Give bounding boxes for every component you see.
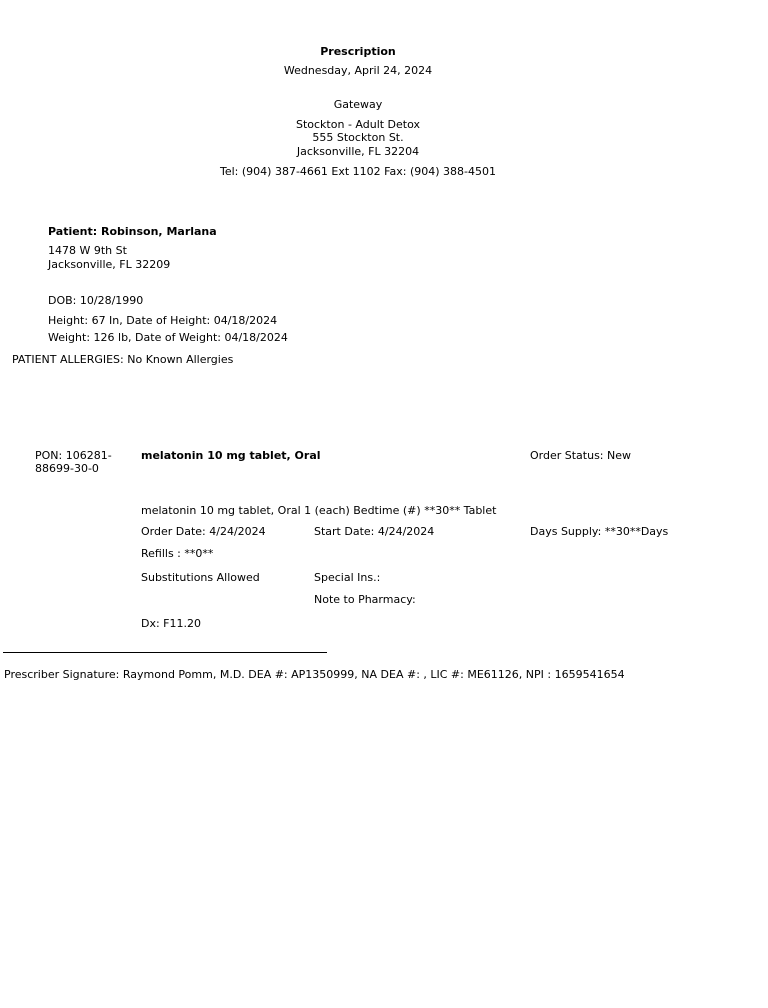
order-drug-name: melatonin 10 mg tablet, Oral bbox=[141, 449, 321, 462]
patient-city: Jacksonville, FL 32209 bbox=[48, 258, 171, 271]
patient-weight: Weight: 126 lb, Date of Weight: 04/18/2024 bbox=[48, 331, 288, 344]
order-substitutions: Substitutions Allowed bbox=[141, 571, 260, 584]
order-date: Order Date: 4/24/2024 bbox=[141, 525, 266, 538]
patient-allergies: PATIENT ALLERGIES: No Known Allergies bbox=[12, 353, 234, 366]
order-pon-line1: PON: 106281- bbox=[35, 449, 112, 462]
organization-name: Gateway bbox=[333, 98, 383, 111]
patient-dob: DOB: 10/28/1990 bbox=[48, 294, 144, 307]
order-refills: Refills : **0** bbox=[141, 547, 214, 560]
document-title: Prescription bbox=[320, 45, 396, 58]
order-special-instructions: Special Ins.: bbox=[314, 571, 381, 584]
order-pon-line2: 88699-30-0 bbox=[35, 462, 99, 475]
order-diagnosis: Dx: F11.20 bbox=[141, 617, 202, 630]
facility-name: Stockton - Adult Detox bbox=[295, 118, 421, 131]
facility-city: Jacksonville, FL 32204 bbox=[296, 145, 420, 158]
document-date: Wednesday, April 24, 2024 bbox=[283, 64, 433, 77]
order-start-date: Start Date: 4/24/2024 bbox=[314, 525, 435, 538]
order-days-supply: Days Supply: **30**Days bbox=[530, 525, 669, 538]
patient-height: Height: 67 In, Date of Height: 04/18/2024 bbox=[48, 314, 278, 327]
order-status: Order Status: New bbox=[530, 449, 632, 462]
facility-contact: Tel: (904) 387-4661 Ext 1102 Fax: (904) 388-4501 bbox=[220, 165, 496, 178]
patient-name: Patient: Robinson, Marlana bbox=[48, 225, 217, 238]
patient-street: 1478 W 9th St bbox=[48, 244, 127, 257]
signature-line bbox=[3, 652, 327, 653]
order-note-to-pharmacy: Note to Pharmacy: bbox=[314, 593, 416, 606]
order-sig: melatonin 10 mg tablet, Oral 1 (each) Bedtime (#) **30** Tablet bbox=[141, 504, 497, 517]
prescriber-signature: Prescriber Signature: Raymond Pomm, M.D. DEA #: AP1350999, NA DEA #: , LIC #: ME61126, NPI : 1659541654 bbox=[4, 668, 625, 681]
facility-street: 555 Stockton St. bbox=[312, 131, 404, 144]
